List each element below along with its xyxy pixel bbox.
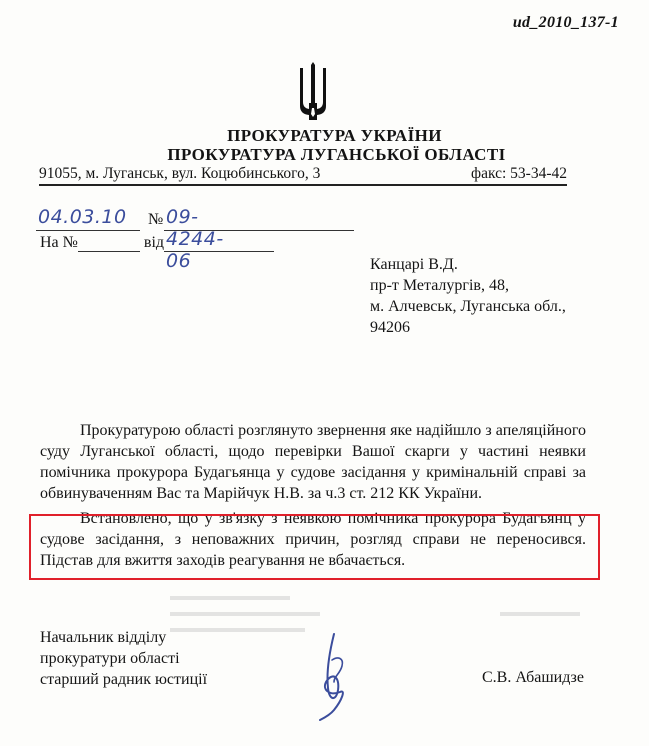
reference-row (40, 233, 274, 252)
outgoing-date: 04.03.10 (38, 206, 127, 228)
address-line (39, 165, 567, 186)
document-id: ud_2010_137-1 (512, 14, 619, 31)
number-label: № (148, 211, 164, 228)
fax: факс: 53-34-42 (471, 165, 567, 182)
body-paragraph-1: Прокуратурою області розглянуто звернення яке надійшло з апеляційного суду Луганської області, щодо перевірки Вашої скарги у частині неявки помічника прокурора Будагьянца у судове засідання у кримінальній справі за обвинуваченням Вас та Марійчук Н.В. за ч.3 ст. 212 КК України. (40, 422, 586, 502)
outgoing-number: 09-4244-06 (166, 206, 224, 272)
org-name-luhansk: ПРОКУРАТУРА ЛУГАНСЬКОЇ ОБЛАСТІ (167, 145, 506, 164)
highlight-box (29, 514, 600, 580)
org-name-ukraine: ПРОКУРАТУРА УКРАЇНИ (227, 126, 442, 145)
recipient-postcode: 94206 (370, 319, 410, 336)
position-line-3: старший радник юстиції (40, 671, 208, 688)
reference-date-label: від (143, 234, 165, 251)
recipient-street: пр-т Металургів, 48, (370, 277, 509, 294)
position-line-1: Начальник відділу (40, 629, 167, 646)
body-paragraph-2: Встановлено, що у зв'язку з неявкою помічника прокурора Будагьянц у судове засідання, з неповажних причин, розгляд справи не переносився. Підстав для вжиття заходів реагування не вбачається. (40, 510, 586, 569)
handwritten-signature-icon (312, 630, 360, 722)
trident-coat-of-arms-icon (293, 62, 333, 122)
recipient-city: м. Алчевськ, Луганська обл., (370, 298, 566, 315)
reference-number-label: На № (40, 234, 78, 251)
signatory-position (40, 627, 207, 690)
position-line-2: прокуратури області (40, 650, 180, 667)
recipient-name: Канцарі В.Д. (370, 256, 458, 273)
signatory-name: С.В. Абашидзе (482, 669, 584, 686)
address: 91055, м. Луганськ, вул. Коцюбинського, 3 (39, 165, 321, 182)
bleed-through-text (170, 590, 610, 650)
recipient-address (370, 254, 566, 338)
